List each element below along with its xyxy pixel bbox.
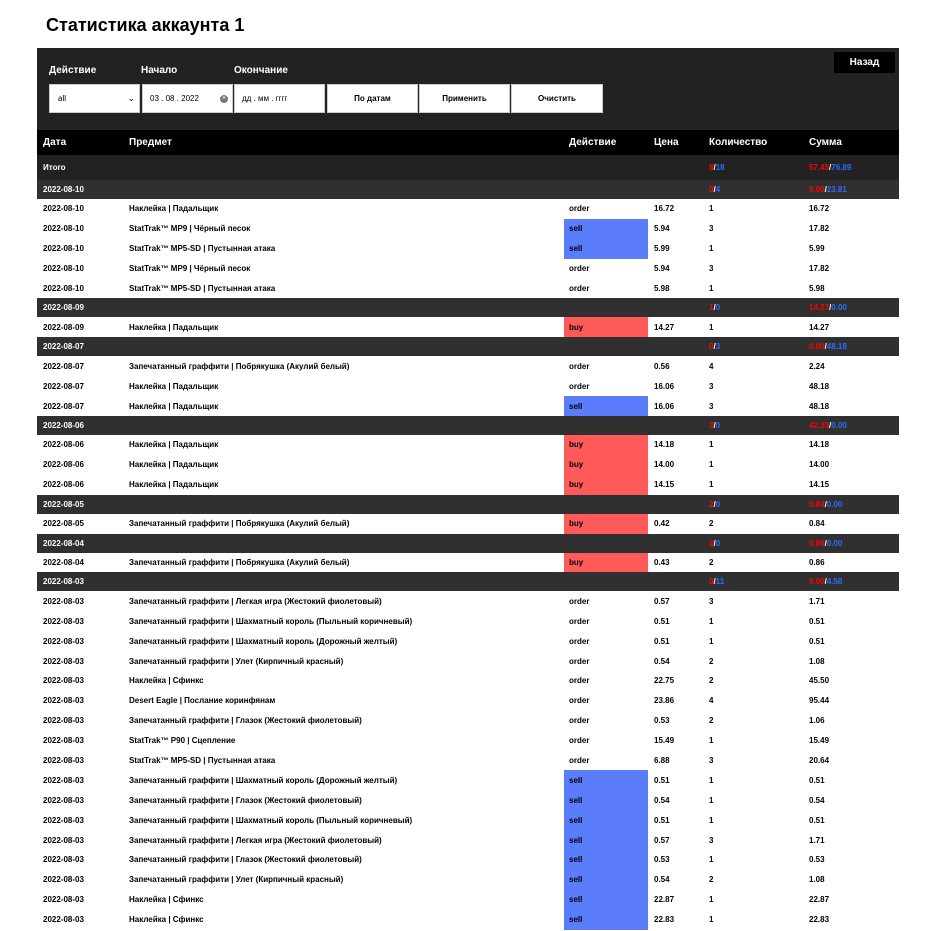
row-price: 0.53 — [654, 855, 670, 865]
row-action: order — [569, 716, 590, 726]
table-row — [37, 475, 899, 495]
row-action: buy — [564, 514, 648, 534]
row-sum: 20.64 — [809, 756, 830, 766]
row-price: 6.88 — [654, 756, 670, 766]
table-row — [37, 870, 899, 890]
row-quantity: 1 — [709, 244, 714, 254]
row-quantity: 3 — [709, 401, 714, 411]
table-row — [37, 651, 899, 671]
group-date: 2022-08-06 — [43, 421, 84, 431]
row-action: sell — [564, 910, 648, 930]
row-date: 2022-08-06 — [43, 460, 84, 470]
row-item: Запечатанный граффити | Побрякушка (Акулий белый) — [129, 558, 350, 568]
row-price: 0.54 — [654, 656, 670, 666]
back-button[interactable]: Назад — [834, 52, 895, 73]
row-action: buy — [564, 475, 648, 495]
row-item: Наклейка | Падальщик — [129, 401, 219, 411]
row-item: Наклейка | Падальщик — [129, 480, 219, 490]
table-row — [37, 691, 899, 711]
table-row — [37, 751, 899, 771]
row-item: Наклейка | Сфинкс — [129, 676, 204, 686]
row-date: 2022-08-10 — [43, 204, 84, 214]
row-sum: 0.84 — [809, 519, 825, 529]
row-quantity: 4 — [709, 696, 714, 706]
row-sum: 48.18 — [809, 381, 830, 391]
row-item: Запечатанный граффити | Побрякушка (Акулий белый) — [129, 361, 350, 371]
row-item: Наклейка | Сфинкс — [129, 895, 204, 905]
row-price: 5.98 — [654, 284, 670, 293]
row-date: 2022-08-03 — [43, 835, 84, 845]
row-action: buy — [564, 317, 648, 337]
row-action: order — [569, 596, 590, 606]
row-date: 2022-08-10 — [43, 284, 84, 293]
row-price: 0.51 — [654, 775, 670, 785]
row-action: sell — [564, 870, 648, 890]
row-quantity: 3 — [709, 381, 714, 391]
row-date: 2022-08-03 — [43, 895, 84, 905]
row-date: 2022-08-07 — [43, 361, 84, 371]
row-item: Запечатанный граффити | Легкая игра (Жестокий фиолетовый) — [129, 835, 382, 845]
row-item: Desert Eagle | Послание коринфянам — [129, 696, 276, 706]
row-date: 2022-08-10 — [43, 264, 84, 274]
group-date: 2022-08-07 — [43, 342, 84, 352]
table-row — [37, 731, 899, 751]
table-row — [37, 711, 899, 731]
row-action: buy — [564, 455, 648, 475]
row-price: 0.57 — [654, 596, 670, 606]
group-sum: 0.00 / 4.58 — [809, 577, 843, 587]
row-price: 15.49 — [654, 736, 675, 746]
table-row — [37, 396, 899, 416]
date-group-row — [37, 534, 899, 553]
row-item: Наклейка | Падальщик — [129, 460, 219, 470]
column-header-sum: Сумма — [809, 137, 842, 148]
group-sum: 0.84 / 0.00 — [809, 499, 843, 509]
row-sum: 14.18 — [809, 440, 830, 450]
row-quantity: 1 — [709, 795, 714, 805]
row-date: 2022-08-03 — [43, 656, 84, 666]
row-quantity: 1 — [709, 815, 714, 825]
row-quantity: 1 — [709, 440, 714, 450]
row-date: 2022-08-04 — [43, 558, 84, 568]
row-quantity: 3 — [709, 224, 714, 234]
row-action: buy — [564, 435, 648, 455]
row-sum: 14.00 — [809, 460, 830, 470]
page-title: Статистика аккаунта 1 — [46, 15, 245, 35]
group-date: 2022-08-09 — [43, 303, 84, 313]
row-price: 14.18 — [654, 440, 675, 450]
column-header-price: Цена — [654, 137, 679, 148]
row-quantity: 1 — [709, 322, 714, 332]
row-action: sell — [564, 890, 648, 910]
row-date: 2022-08-03 — [43, 676, 84, 686]
row-action: order — [569, 361, 590, 371]
total-label: Итого — [43, 163, 66, 172]
apply-button[interactable]: Применить — [419, 84, 510, 113]
row-quantity: 2 — [709, 656, 714, 666]
row-item: Запечатанный граффити | Шахматный король (Пыльный коричневый) — [129, 616, 413, 626]
date-group-row — [37, 337, 899, 356]
row-date: 2022-08-06 — [43, 480, 84, 490]
date-group-row — [37, 495, 899, 514]
column-header-action: Действие — [569, 137, 617, 148]
row-price: 0.56 — [654, 361, 670, 371]
table-row — [37, 671, 899, 691]
row-sum: 0.51 — [809, 815, 825, 825]
group-date: 2022-08-04 — [43, 538, 84, 548]
group-sum: 14.27 / 0.00 — [809, 303, 847, 313]
group-date: 2022-08-10 — [43, 185, 84, 194]
row-date: 2022-08-03 — [43, 596, 84, 606]
group-sum: 0.00 / 48.18 — [809, 342, 847, 352]
group-sum: 42.33 / 0.00 — [809, 421, 847, 431]
row-action: order — [569, 264, 590, 274]
row-price: 0.53 — [654, 716, 670, 726]
row-quantity: 1 — [709, 636, 714, 646]
group-quantity: 3 / 0 — [709, 421, 721, 431]
stats-table — [37, 130, 899, 930]
row-price: 22.87 — [654, 895, 675, 905]
row-quantity: 1 — [709, 204, 714, 214]
row-quantity: 4 — [709, 361, 714, 371]
column-header-quantity: Количество — [709, 137, 768, 148]
table-row — [37, 850, 899, 870]
filter-bar — [37, 48, 899, 130]
row-quantity: 1 — [709, 775, 714, 785]
group-sum: 0.86 / 0.00 — [809, 538, 843, 548]
row-sum: 0.53 — [809, 855, 825, 865]
row-price: 0.54 — [654, 875, 670, 885]
row-quantity: 3 — [709, 835, 714, 845]
table-row — [37, 810, 899, 830]
row-sum: 0.54 — [809, 795, 825, 805]
table-row — [37, 317, 899, 337]
row-sum: 5.99 — [809, 244, 825, 254]
row-item: Запечатанный граффити | Шахматный король (Дорожный желтый) — [129, 636, 398, 646]
row-date: 2022-08-10 — [43, 224, 84, 234]
group-quantity: 0 / 4 — [709, 185, 721, 194]
end-date-placeholder: дд . мм . гггг — [242, 94, 288, 103]
row-price: 0.51 — [654, 636, 670, 646]
row-quantity: 1 — [709, 855, 714, 865]
row-sum: 1.71 — [809, 596, 825, 606]
row-sum: 0.51 — [809, 616, 825, 626]
row-item: Запечатанный граффити | Глазок (Жестокий фиолетовый) — [129, 716, 362, 726]
row-price: 5.99 — [654, 244, 670, 254]
row-price: 16.06 — [654, 401, 675, 411]
row-quantity: 1 — [709, 736, 714, 746]
row-date: 2022-08-03 — [43, 716, 84, 726]
row-item: Запечатанный граффити | Глазок (Жестокий фиолетовый) — [129, 795, 362, 805]
row-sum: 5.98 — [809, 284, 825, 293]
row-quantity: 3 — [709, 264, 714, 274]
table-row — [37, 790, 899, 810]
row-action: order — [569, 284, 590, 293]
table-row — [37, 553, 899, 573]
row-date: 2022-08-03 — [43, 636, 84, 646]
table-row — [37, 611, 899, 631]
row-sum: 48.18 — [809, 401, 830, 411]
table-row — [37, 770, 899, 790]
row-quantity: 1 — [709, 895, 714, 905]
date-group-row — [37, 572, 899, 591]
column-header-item: Предмет — [129, 137, 172, 148]
row-sum: 17.82 — [809, 264, 830, 274]
table-row — [37, 890, 899, 910]
table-row — [37, 219, 899, 239]
row-price: 14.00 — [654, 460, 675, 470]
row-quantity: 2 — [709, 875, 714, 885]
table-row — [37, 455, 899, 475]
row-sum: 2.24 — [809, 361, 825, 371]
row-action: sell — [564, 770, 648, 790]
row-item: Запечатанный граффити | Побрякушка (Акулий белый) — [129, 519, 350, 529]
chevron-down-icon: ⌄ — [127, 93, 135, 103]
row-date: 2022-08-06 — [43, 440, 84, 450]
row-action: order — [569, 636, 590, 646]
table-row — [37, 199, 899, 219]
row-price: 22.83 — [654, 915, 675, 925]
row-action: sell — [564, 219, 648, 239]
action-select-value: all — [58, 94, 67, 103]
row-price: 14.15 — [654, 480, 675, 490]
row-date: 2022-08-05 — [43, 519, 84, 529]
table-row — [37, 631, 899, 651]
total-quantity: 8 / 18 — [709, 163, 725, 172]
clear-date-icon[interactable]: × — [221, 94, 227, 102]
table-body — [37, 180, 899, 930]
row-price: 0.51 — [654, 815, 670, 825]
row-quantity: 2 — [709, 676, 714, 686]
row-action: order — [569, 381, 590, 391]
row-item: StatTrak™ MP9 | Чёрный песок — [129, 264, 251, 274]
date-group-row — [37, 298, 899, 317]
row-price: 23.86 — [654, 696, 675, 706]
by-dates-button[interactable]: По датам — [327, 84, 418, 113]
row-price: 5.94 — [654, 264, 670, 274]
row-price: 0.42 — [654, 519, 670, 529]
group-quantity: 0 / 11 — [709, 577, 725, 587]
group-quantity: 0 / 3 — [709, 342, 721, 352]
column-header-date: Дата — [43, 137, 67, 148]
start-date-value: 03 . 08 . 2022 — [150, 94, 199, 103]
row-date: 2022-08-03 — [43, 616, 84, 626]
row-date: 2022-08-07 — [43, 381, 84, 391]
row-quantity: 1 — [709, 616, 714, 626]
row-date: 2022-08-10 — [43, 244, 84, 254]
row-price: 0.51 — [654, 616, 670, 626]
row-price: 22.75 — [654, 676, 675, 686]
row-date: 2022-08-03 — [43, 696, 84, 706]
row-item: StatTrak™ MP5-SD | Пустынная атака — [129, 756, 276, 766]
row-action: order — [569, 756, 590, 766]
row-item: Наклейка | Падальщик — [129, 381, 219, 391]
row-quantity: 3 — [709, 756, 714, 766]
group-sum: 0.00 / 23.81 — [809, 185, 847, 194]
row-date: 2022-08-03 — [43, 756, 84, 766]
action-filter-label: Действие — [49, 65, 97, 76]
group-quantity: 2 / 0 — [709, 538, 721, 548]
total-sum: 57.45 / 76.89 — [809, 163, 852, 172]
row-price: 0.43 — [654, 558, 670, 568]
row-item: Наклейка | Сфинкс — [129, 915, 204, 925]
row-sum: 22.83 — [809, 915, 830, 925]
row-item: StatTrak™ MP5-SD | Пустынная атака — [129, 244, 276, 254]
row-item: Запечатанный граффити | Шахматный король (Дорожный желтый) — [129, 775, 398, 785]
row-action: order — [569, 696, 590, 706]
row-quantity: 1 — [709, 284, 714, 293]
row-sum: 16.72 — [809, 204, 830, 214]
row-date: 2022-08-03 — [43, 815, 84, 825]
row-action: sell — [564, 810, 648, 830]
table-row — [37, 259, 899, 279]
start-date-label: Начало — [141, 65, 178, 76]
row-sum: 1.08 — [809, 875, 825, 885]
row-quantity: 1 — [709, 915, 714, 925]
end-date-input[interactable] — [234, 84, 325, 113]
date-group-row — [37, 180, 899, 199]
row-item: Наклейка | Падальщик — [129, 204, 219, 214]
table-row — [37, 356, 899, 376]
table-row — [37, 591, 899, 611]
group-quantity: 1 / 0 — [709, 303, 721, 313]
row-item: Наклейка | Падальщик — [129, 322, 219, 332]
row-price: 16.72 — [654, 204, 675, 214]
row-item: Наклейка | Падальщик — [129, 440, 219, 450]
group-quantity: 2 / 0 — [709, 499, 721, 509]
table-row — [37, 279, 899, 299]
row-quantity: 2 — [709, 716, 714, 726]
row-item: StatTrak™ P90 | Сцепление — [129, 736, 236, 746]
group-date: 2022-08-03 — [43, 577, 84, 587]
row-date: 2022-08-07 — [43, 401, 84, 411]
table-row — [37, 830, 899, 850]
action-select[interactable] — [49, 84, 140, 113]
row-item: Запечатанный граффити | Улет (Кирпичный красный) — [129, 656, 344, 666]
end-date-label: Окончание — [234, 65, 288, 76]
row-quantity: 1 — [709, 480, 714, 490]
table-header — [37, 130, 899, 155]
total-row — [37, 155, 899, 180]
table-row — [37, 239, 899, 259]
row-sum: 14.15 — [809, 480, 830, 490]
row-action: order — [569, 656, 590, 666]
table-row — [37, 376, 899, 396]
row-action: sell — [564, 790, 648, 810]
row-sum: 15.49 — [809, 736, 830, 746]
row-sum: 45.50 — [809, 676, 830, 686]
row-sum: 0.51 — [809, 775, 825, 785]
row-item: Запечатанный граффити | Улет (Кирпичный красный) — [129, 875, 344, 885]
date-group-row — [37, 416, 899, 435]
row-action: order — [569, 736, 590, 746]
row-action: sell — [564, 396, 648, 416]
row-price: 0.57 — [654, 835, 670, 845]
row-price: 14.27 — [654, 322, 675, 332]
row-item: Запечатанный граффити | Легкая игра (Жестокий фиолетовый) — [129, 596, 382, 606]
row-item: StatTrak™ MP5-SD | Пустынная атака — [129, 284, 276, 293]
start-date-input[interactable] — [142, 84, 233, 113]
row-sum: 22.87 — [809, 895, 830, 905]
table-row — [37, 910, 899, 930]
row-quantity: 2 — [709, 519, 714, 529]
row-quantity: 2 — [709, 558, 714, 568]
row-sum: 0.51 — [809, 636, 825, 646]
row-sum: 95.44 — [809, 696, 830, 706]
group-date: 2022-08-05 — [43, 499, 84, 509]
row-price: 16.06 — [654, 381, 675, 391]
row-date: 2022-08-03 — [43, 775, 84, 785]
row-item: Запечатанный граффити | Шахматный король (Пыльный коричневый) — [129, 815, 413, 825]
row-action: order — [569, 204, 590, 214]
row-sum: 17.82 — [809, 224, 830, 234]
row-action: sell — [564, 830, 648, 850]
row-sum: 0.86 — [809, 558, 825, 568]
row-item: StatTrak™ MP9 | Чёрный песок — [129, 224, 251, 234]
table-row — [37, 514, 899, 534]
row-sum: 14.27 — [809, 322, 830, 332]
row-action: order — [569, 676, 590, 686]
row-item: Запечатанный граффити | Глазок (Жестокий фиолетовый) — [129, 855, 362, 865]
row-sum: 1.08 — [809, 656, 825, 666]
row-action: sell — [564, 239, 648, 259]
row-action: buy — [564, 553, 648, 573]
row-price: 5.94 — [654, 224, 670, 234]
row-date: 2022-08-03 — [43, 855, 84, 865]
row-quantity: 3 — [709, 596, 714, 606]
table-row — [37, 435, 899, 455]
row-quantity: 1 — [709, 460, 714, 470]
clear-button[interactable]: Очистить — [511, 84, 603, 113]
row-action: order — [569, 616, 590, 626]
row-date: 2022-08-03 — [43, 915, 84, 925]
row-action: sell — [564, 850, 648, 870]
row-date: 2022-08-09 — [43, 322, 84, 332]
row-date: 2022-08-03 — [43, 736, 84, 746]
row-sum: 1.71 — [809, 835, 825, 845]
row-sum: 1.06 — [809, 716, 825, 726]
row-date: 2022-08-03 — [43, 795, 84, 805]
row-price: 0.54 — [654, 795, 670, 805]
row-date: 2022-08-03 — [43, 875, 84, 885]
